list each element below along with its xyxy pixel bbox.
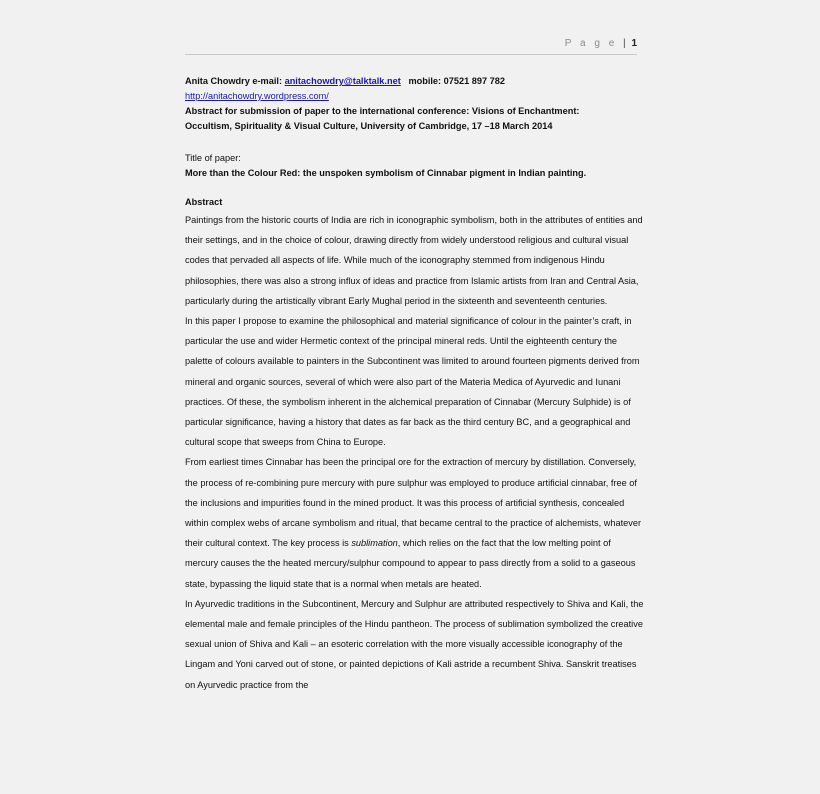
abstract-paragraph-4: In Ayurvedic traditions in the Subcontinent, Mercury and Sulphur are attributed respectively to Shiva and Kali, the elemental male and female principles of the Hindu pantheon. The process of sublimation symbolized the creative sexual union of Shiva and Kali – an esoteric correlation with the more visually accessible iconography of the Lingam and Yoni carved out of stone, or painted depictions of Kali astride a recumbent Shiva. Sanskrit treatises on Ayurvedic practice from the [185, 598, 644, 690]
mobile-label: mobile: [408, 76, 442, 86]
abstract-paragraph-1: Paintings from the historic courts of India are rich in iconographic symbolism, both in the attributes of entities and their settings, and in the choice of colour, drawing directly from widely understood religious and cultural visual codes that pervaded all aspects of life. While much of the iconography stemmed from indigenous Hindu philosophies, there was also a strong influx of ideas and practice from Islamic artists from Iran and Central Asia, particularly during the artistically vibrant Early Mughal period in the sixteenth and seventeenth centuries. [185, 215, 643, 306]
abstract-text [185, 210, 645, 695]
mobile-number: 07521 897 782 [443, 76, 505, 86]
page-header [185, 38, 637, 55]
submission-line-1: Abstract for submission of paper to the international conference: Visions of Enchantment: [185, 106, 580, 116]
paper-title: More than the Colour Red: the unspoken symbolism of Cinnabar pigment in Indian painting. [185, 168, 587, 178]
author-contact-line [185, 74, 645, 89]
page-separator: | [623, 38, 626, 49]
email-label: e-mail: [252, 76, 283, 86]
emphasis-sublimation: sublimation [351, 538, 398, 549]
page-label: P a g e [564, 38, 618, 49]
abstract-paragraph-3: From earliest times Cinnabar has been the principal ore for the extraction of mercury by distillation. Conversely, the process of re-combining pure mercury with pure sulphur was employed to produce artificial cinnabar, free of the inclusions and impurities found in the mined product. It was this process of artificial synthesis, concealed within complex webs of arcane symbolism and ritual, that became central to the practice of alchemists, whatever their cultural context. The key process is sublimation, which relies on the fact that the low melting point of mercury causes the the heated mercury/sulphur compound to appear to pass directly from a solid to a gaseous state, bypassing the liquid state that is a normal when metals are heated. [185, 457, 642, 589]
title-label: Title of paper: [185, 153, 241, 163]
document-body [185, 74, 645, 695]
website-link[interactable]: http://anitachowdry.wordpress.com/ [185, 91, 329, 101]
submission-line-2: Occultism, Spirituality & Visual Culture, University of Cambridge, 17 –18 March 2014 [185, 121, 553, 131]
author-name: Anita Chowdry [185, 76, 250, 86]
abstract-heading: Abstract [185, 197, 223, 207]
page-number: 1 [631, 38, 637, 49]
abstract-paragraph-2: In this paper I propose to examine the philosophical and material significance of colour in the painter’s craft, in particular the use and wider Hermetic context of the principal mineral reds. Until the eighteenth century the palette of colours available to painters in the Subcontinent was limited to around fourteen pigments derived from mineral and organic sources, several of which were also part of the Materia Medica of Ayurvedic and Iunani practices. Of these, the symbolism inherent in the alchemical preparation of Cinnabar (Mercury Sulphide) is of particular significance, having a history that dates as far back as the third century BC, and a geographical and cultural scope that sweeps from China to Europe. [185, 316, 640, 448]
email-link[interactable]: anitachowdry@talktalk.net [284, 76, 401, 86]
